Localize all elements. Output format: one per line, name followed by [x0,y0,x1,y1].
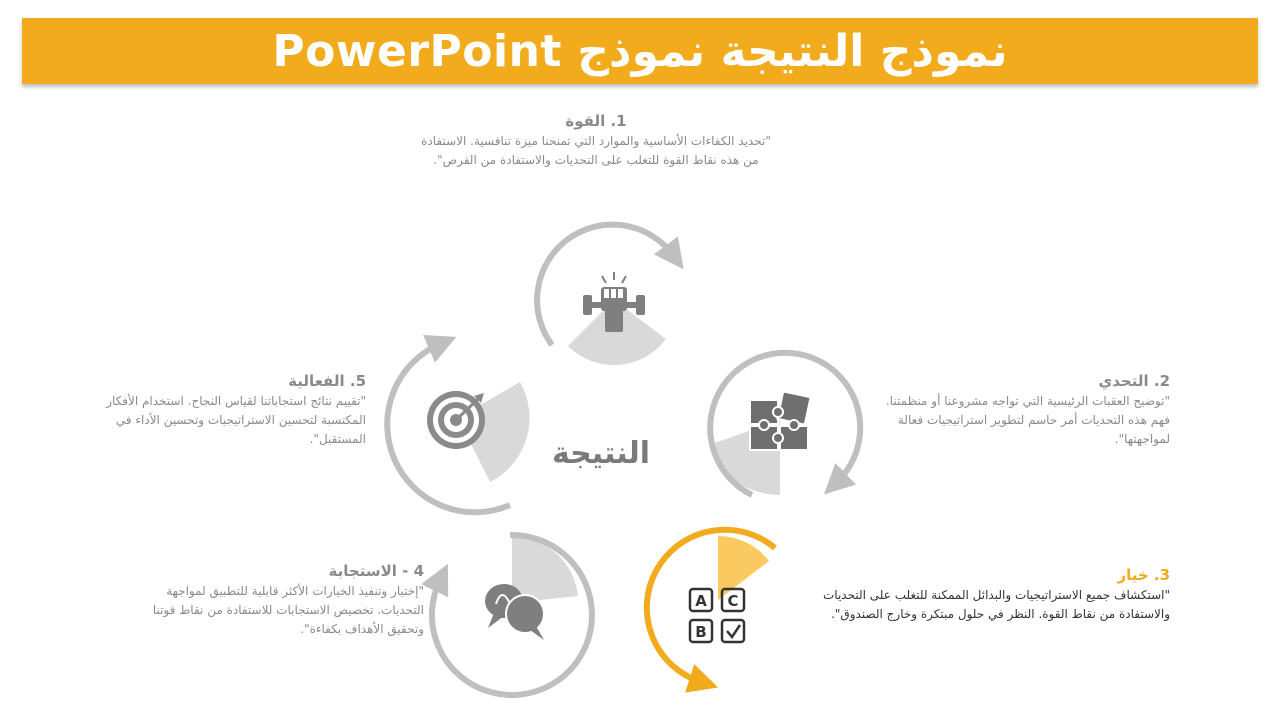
choice-check-box [722,620,744,642]
target-icon [427,391,485,449]
item-effectiveness [100,372,366,449]
item-5-text: "تقييم نتائج استجاباتنا لقياس النجاح. استخدام الأفكار المكتسبة لتحسين الاستراتيجيات وتحسين الأداء في المستقبل". [106,394,366,446]
cycle-node-1 [537,225,673,365]
item-4-text: "إختيار وتنفيذ الخيارات الأكثر قابلية للتطبيق لمواجهة التحديات. تخصيص الاستجابات للاستفادة من نقاط قوتنا وتحقيق الأهداف بكفاءة". [152,584,424,636]
item-5-title: 5. الفعالية [288,372,366,390]
item-response [142,562,424,639]
node-4-wedge [512,536,578,603]
cycle-node-2 [709,353,860,495]
puzzle-icon [750,391,811,450]
center-label: النتيجة [551,436,651,471]
item-1-title: 1. القوة [565,112,627,130]
cycle-node-3 [647,530,775,682]
abc-choice-icon [690,589,744,642]
item-1-text: "تحديد الكفاءات الأساسية والموارد التي تمنحنا ميزة تنافسية. الاستفادة من هذه نقاط القوة للتغلب على التحديات والاستفادة من الفرص". [421,134,771,167]
item-4-title: 4 - الاستجابة [328,562,424,580]
item-choice [814,566,1170,624]
choice-a-glyph: A [695,592,707,610]
choice-c-glyph: C [727,592,739,610]
cycle-node-4 [432,535,592,695]
choice-b-glyph: B [695,623,707,641]
check-icon [727,625,740,637]
item-challenge [870,372,1170,449]
page-title: نموذج النتيجة نموذج PowerPoint [272,25,1008,77]
cycle-node-5 [387,344,529,512]
item-strength [416,112,776,170]
item-3-text: "استكشاف جميع الاستراتيجيات والبدائل الممكنة للتغلب على التحديات والاستفادة من نقاط القوة. النظر في حلول مبتكرة وخارج الصندوق". [822,588,1170,621]
item-3-title: 3. خيار [1117,566,1170,584]
item-2-title: 2. التحدي [1098,372,1170,390]
item-2-text: "توضيح العقبات الرئيسية التي تواجه مشروعنا أو منظمتنا. فهم هذه التحديات أمر حاسم لتطوير استراتيجيات فعالة لمواجهتها". [885,394,1170,446]
